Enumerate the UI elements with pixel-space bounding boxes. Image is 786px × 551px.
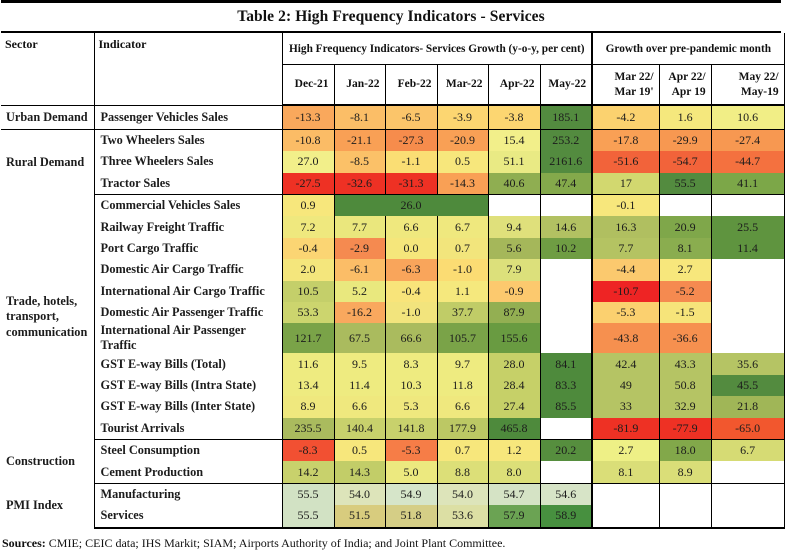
value-cell: 40.6 [488,173,540,195]
value-cell: 10.6 [711,105,784,129]
value-cell: 11.8 [437,375,488,396]
sector-cell: Construction [1,439,94,483]
value-cell: 66.6 [385,323,437,353]
value-cell: -13.3 [282,105,334,129]
indicator-cell: Domestic Air Passenger Traffic [94,302,282,323]
value-cell: 105.7 [437,323,488,353]
header-row-groups [1,33,784,65]
value-cell: 84.1 [540,353,592,374]
value-cell: 54.7 [488,483,540,505]
value-cell: 0.7 [437,439,488,461]
value-cell: -29.9 [659,129,711,151]
value-cell: -5.3 [592,302,659,323]
value-cell: -1.0 [385,302,437,323]
table-row [1,396,784,417]
title-bar [1,0,781,33]
value-cell: 7.2 [282,216,334,237]
table-row [1,238,784,259]
value-cell: 54.6 [540,483,592,505]
month-header-apr22: Apr-22 [488,65,540,106]
value-cell: 41.1 [711,173,784,195]
value-cell: -77.9 [659,418,711,440]
table-row [1,216,784,237]
empty-cell [711,323,784,353]
table-page [1,0,781,551]
value-cell: -54.7 [659,151,711,172]
value-cell: -27.4 [711,129,784,151]
value-cell: 55.5 [282,483,334,505]
value-cell: -81.9 [592,418,659,440]
value-cell: -0.4 [385,281,437,302]
value-cell: 8.1 [592,461,659,483]
value-cell: -27.3 [385,129,437,151]
value-cell: 32.9 [659,396,711,417]
indicator-cell: GST E-way Bills (Inter State) [94,396,282,417]
value-cell: 9.7 [437,353,488,374]
value-cell: 21.8 [711,396,784,417]
empty-cell [592,483,659,505]
value-cell: 54.0 [334,483,385,505]
value-cell: 14.2 [282,461,334,483]
sources-note [1,536,781,551]
sector-cell: PMI Index [1,483,94,527]
value-cell: 14.6 [540,216,592,237]
value-cell: 140.4 [334,418,385,440]
empty-cell [659,195,711,217]
value-cell: 55.5 [282,505,334,527]
value-cell: 10.2 [540,238,592,259]
value-cell: 6.7 [711,439,784,461]
empty-cell [488,195,540,217]
indicator-cell: Manufacturing [94,483,282,505]
value-cell: 28.0 [488,353,540,374]
value-cell: 9.4 [488,216,540,237]
value-cell: 5.0 [385,461,437,483]
value-cell: -21.1 [334,129,385,151]
value-cell: 7.7 [592,238,659,259]
value-cell: 57.9 [488,505,540,527]
empty-cell [540,302,592,323]
value-cell: 27.4 [488,396,540,417]
value-cell: -36.6 [659,323,711,353]
value-cell: 51.1 [488,151,540,172]
value-cell: 85.5 [540,396,592,417]
month-header-mar22: Mar-22 [437,65,488,106]
value-cell: 15.4 [488,129,540,151]
value-cell: 17 [592,173,659,195]
value-cell: 1.1 [437,281,488,302]
table-row [1,323,784,353]
value-cell: 28.4 [488,375,540,396]
table-row [1,353,784,374]
value-cell: 155.6 [488,323,540,353]
value-cell: -10.7 [592,281,659,302]
value-cell: 5.2 [334,281,385,302]
indicator-cell: GST E-way Bills (Total) [94,353,282,374]
value-cell: 16.3 [592,216,659,237]
indicator-cell: International Air Cargo Traffic [94,281,282,302]
indicator-cell: Domestic Air Cargo Traffic [94,259,282,280]
value-cell: -1.0 [437,259,488,280]
value-cell: -6.5 [385,105,437,129]
value-cell: 6.6 [437,396,488,417]
ratio-header-apr22-apr19: Apr 22/ Apr 19 [659,65,711,106]
value-cell: 51.8 [385,505,437,527]
value-cell: 54.0 [437,483,488,505]
value-cell: 42.4 [592,353,659,374]
sector-cell: Urban Demand [1,105,94,129]
indicator-cell: Steel Consumption [94,439,282,461]
indicator-cell: Two Wheelers Sales [94,129,282,151]
value-cell: 0.5 [334,439,385,461]
table-row [1,151,784,172]
table-row [1,302,784,323]
value-cell: -3.8 [488,105,540,129]
month-header-dec21: Dec-21 [282,65,334,106]
value-cell: 2.0 [282,259,334,280]
sector-column-header: Sector [1,33,94,105]
month-header-jan22: Jan-22 [334,65,385,106]
value-cell: 11.4 [711,238,784,259]
indicator-cell: International Air Passenger Traffic [94,323,282,353]
value-cell: -8.1 [334,105,385,129]
indicator-cell: Tractor Sales [94,173,282,195]
value-cell: 11.4 [334,375,385,396]
group-header-pre-pandemic: Growth over pre-pandemic month [592,33,784,65]
sources-label: Sources: [2,535,46,550]
value-cell: -5.2 [659,281,711,302]
value-cell: 8.3 [385,353,437,374]
indicator-cell: Tourist Arrivals [94,418,282,440]
empty-cell [540,461,592,483]
value-cell: -4.4 [592,259,659,280]
value-cell: 54.9 [385,483,437,505]
value-cell: 121.7 [282,323,334,353]
value-cell: 465.8 [488,418,540,440]
empty-cell [659,483,711,505]
value-cell: 87.9 [488,302,540,323]
empty-cell [540,195,592,217]
value-cell: -27.5 [282,173,334,195]
sector-cell: Rural Demand [1,129,94,194]
table-row [1,173,784,195]
value-cell: 6.6 [334,396,385,417]
value-cell: 55.5 [659,173,711,195]
value-cell: 0.9 [282,195,334,217]
empty-cell [711,302,784,323]
sector-cell: Trade, hotels, transport, communication [1,195,94,440]
value-cell: 27.0 [282,151,334,172]
value-cell: 8.0 [488,461,540,483]
value-cell: 10.3 [385,375,437,396]
group-header-yoy-growth: High Frequency Indicators- Services Growth (y-o-y, per cent) [282,33,592,65]
empty-cell [659,505,711,527]
value-cell: 141.8 [385,418,437,440]
value-cell: 185.1 [540,105,592,129]
value-cell: -20.9 [437,129,488,151]
indicator-column-header: Indicator [94,33,282,105]
table-row [1,418,784,440]
value-cell: 53.6 [437,505,488,527]
value-cell: 2161.6 [540,151,592,172]
value-cell: 5.3 [385,396,437,417]
value-cell: 20.9 [659,216,711,237]
value-cell: 2.7 [659,259,711,280]
indicator-cell: Three Wheelers Sales [94,151,282,172]
value-cell: 67.5 [334,323,385,353]
empty-cell [711,505,784,527]
value-cell: 8.1 [659,238,711,259]
empty-cell [711,461,784,483]
indicator-cell: Services [94,505,282,527]
empty-cell [540,418,592,440]
table-row [1,375,784,396]
value-cell: 0.7 [437,238,488,259]
value-cell: -1.5 [659,302,711,323]
value-cell: 253.2 [540,129,592,151]
table-row [1,259,784,280]
value-cell: 8.9 [282,396,334,417]
value-cell: -14.3 [437,173,488,195]
value-cell: -65.0 [711,418,784,440]
value-cell: 10.5 [282,281,334,302]
empty-cell [711,281,784,302]
value-cell: -2.9 [334,238,385,259]
sources-text: CMIE; CEIC data; IHS Markit; SIAM; Airports Authority of India; and Joint Plant Committee. [45,535,506,550]
table-row [1,439,784,461]
empty-cell [540,259,592,280]
value-cell: 58.9 [540,505,592,527]
value-cell: 9.5 [334,353,385,374]
value-cell: 1.2 [488,439,540,461]
indicator-cell: Port Cargo Traffic [94,238,282,259]
value-cell: -6.1 [334,259,385,280]
indicator-table [1,33,785,529]
value-cell: 25.5 [711,216,784,237]
value-cell: -51.6 [592,151,659,172]
value-cell: -0.9 [488,281,540,302]
table-row [1,505,784,527]
value-cell: 49 [592,375,659,396]
value-cell: 45.5 [711,375,784,396]
value-cell: 11.6 [282,353,334,374]
value-cell: -0.4 [282,238,334,259]
value-cell: -10.8 [282,129,334,151]
value-cell: -17.8 [592,129,659,151]
value-cell: 37.7 [437,302,488,323]
value-cell: -43.8 [592,323,659,353]
value-cell: 6.7 [437,216,488,237]
empty-cell [711,259,784,280]
empty-cell [711,483,784,505]
month-header-feb22: Feb-22 [385,65,437,106]
value-cell: -6.3 [385,259,437,280]
value-cell: -8.3 [282,439,334,461]
indicator-cell: Railway Freight Traffic [94,216,282,237]
table-row [1,195,784,217]
month-header-may22: May-22 [540,65,592,106]
value-cell: 1.6 [659,105,711,129]
value-cell: -5.3 [385,439,437,461]
page-title: Table 2: High Frequency Indicators - Services [237,8,545,25]
value-cell: 8.9 [659,461,711,483]
value-cell: 14.3 [334,461,385,483]
value-cell: -44.7 [711,151,784,172]
value-cell: -1.1 [385,151,437,172]
indicator-cell: Cement Production [94,461,282,483]
value-cell: 7.7 [334,216,385,237]
value-cell: 47.4 [540,173,592,195]
table-row [1,281,784,302]
value-cell: 51.5 [334,505,385,527]
ratio-header-mar22-mar19: Mar 22/ Mar 19' [592,65,659,106]
indicator-cell: Passenger Vehicles Sales [94,105,282,129]
indicator-cell: Commercial Vehicles Sales [94,195,282,217]
value-cell: 18.0 [659,439,711,461]
value-cell: 235.5 [282,418,334,440]
value-cell: 2.7 [592,439,659,461]
value-cell: 8.8 [437,461,488,483]
value-cell: 20.2 [540,439,592,461]
value-cell: 26.0 [334,195,488,217]
table-row [1,461,784,483]
value-cell: 50.8 [659,375,711,396]
value-cell: -32.6 [334,173,385,195]
empty-cell [711,195,784,217]
value-cell: 7.9 [488,259,540,280]
table-row [1,129,784,151]
table-row [1,483,784,505]
empty-cell [540,323,592,353]
value-cell: 6.6 [385,216,437,237]
value-cell: -0.1 [592,195,659,217]
value-cell: 13.4 [282,375,334,396]
ratio-header-may22-may19: May 22/ May-19 [711,65,784,106]
value-cell: 33 [592,396,659,417]
value-cell: -3.9 [437,105,488,129]
empty-cell [592,505,659,527]
table-row [1,105,784,129]
value-cell: 83.3 [540,375,592,396]
value-cell: -8.5 [334,151,385,172]
value-cell: 43.3 [659,353,711,374]
indicator-cell: GST E-way Bills (Intra State) [94,375,282,396]
value-cell: -4.2 [592,105,659,129]
value-cell: 0.0 [385,238,437,259]
value-cell: 177.9 [437,418,488,440]
value-cell: -31.3 [385,173,437,195]
indicator-table-body [1,105,784,528]
value-cell: 0.5 [437,151,488,172]
value-cell: 53.3 [282,302,334,323]
empty-cell [540,281,592,302]
value-cell: -16.2 [334,302,385,323]
value-cell: 5.6 [488,238,540,259]
value-cell: 35.6 [711,353,784,374]
